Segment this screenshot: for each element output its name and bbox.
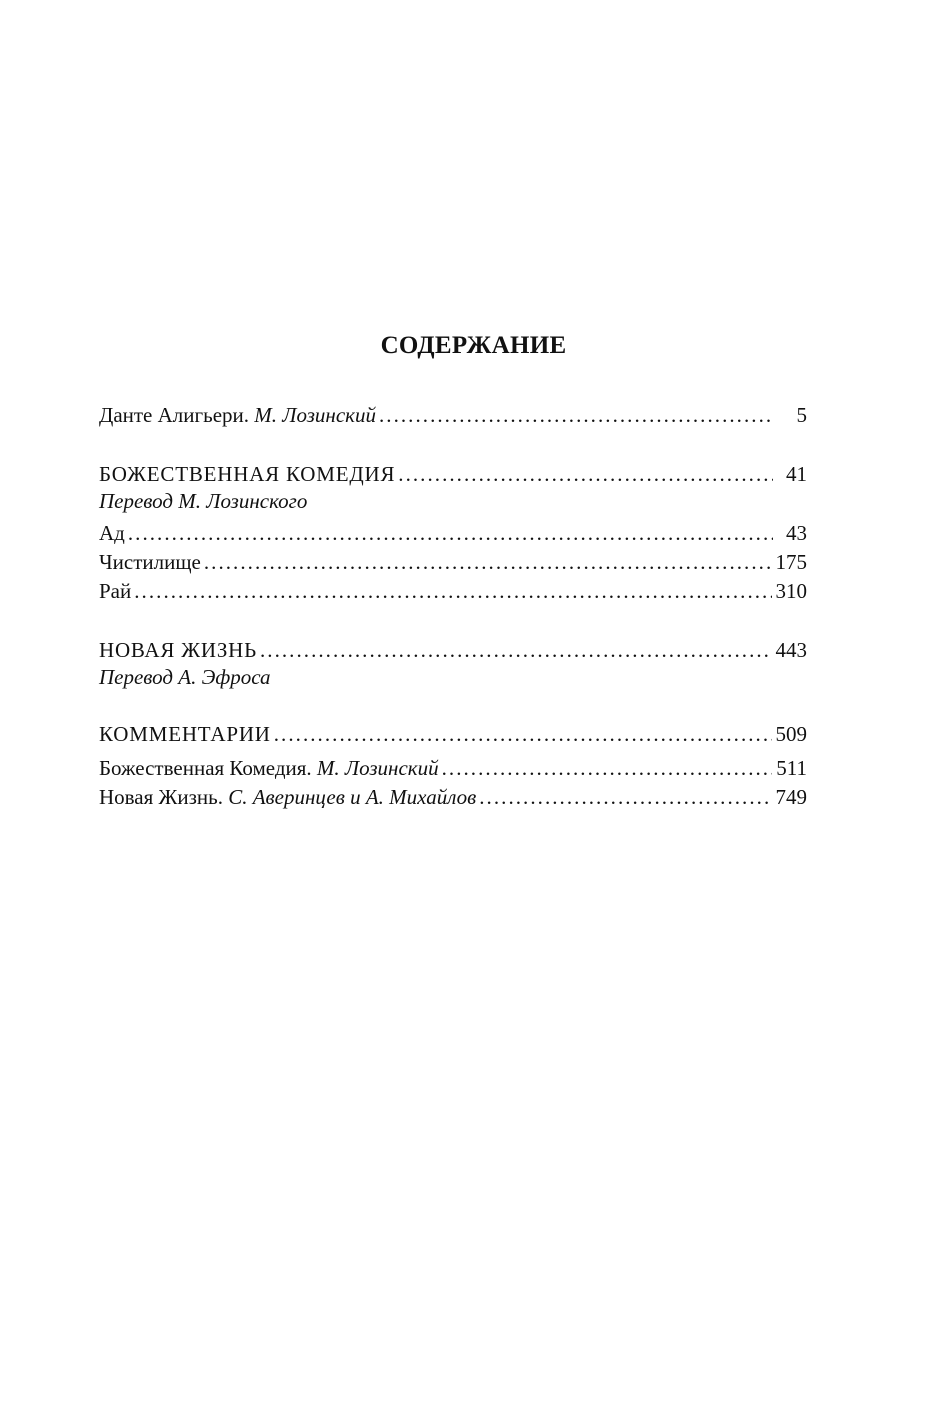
entry-title-text: Данте Алигьери. [99,403,250,427]
page-number: 43 [786,521,807,545]
page-number: 511 [776,756,807,780]
table-of-contents [99,401,807,812]
toc-entry-comedy[interactable] [99,460,807,489]
toc-entry-title [99,754,439,783]
entry-author: М. Лозинский [254,403,376,427]
dot-leader [128,519,773,548]
page-number: 509 [775,722,807,746]
toc-entry-title: Чистилище [99,550,201,574]
dot-leader [379,401,773,430]
page-number: 310 [775,579,807,603]
toc-entry-title [99,401,376,430]
dot-leader [260,636,772,665]
toc-entry-commentary-comedy[interactable] [99,754,807,783]
entry-title-text: Новая Жизнь. [99,785,223,809]
toc-entry-title: КОММЕНТАРИИ [99,722,271,746]
page-number: 175 [775,550,807,574]
dot-leader [204,548,772,577]
dot-leader [442,754,773,783]
toc-entry-inferno[interactable] [99,519,807,548]
dot-leader [134,577,771,606]
toc-entry-intro[interactable] [99,401,807,430]
page-number: 41 [786,462,807,486]
toc-entry-title: НОВАЯ ЖИЗНЬ [99,638,257,662]
dot-leader [479,783,771,812]
section-gap [99,690,807,720]
dot-leader [398,460,773,489]
toc-entry-title [99,783,476,812]
entry-title-text: Божественная Комедия. [99,756,312,780]
toc-entry-title: Ад [99,521,125,545]
translator-note: Перевод А. Эфроса [99,665,271,689]
section-gap [99,430,807,460]
toc-entry-commentary[interactable] [99,720,807,749]
section-gap [99,606,807,636]
toc-entry-title: Рай [99,579,132,603]
entry-author: М. Лозинский [316,756,439,780]
page-number: 5 [796,403,807,427]
entry-author: С. Аверинцев и А. Михайлов [228,785,477,809]
page-title: СОДЕРЖАНИЕ [380,332,567,359]
toc-entry-title: БОЖЕСТВЕННАЯ КОМЕДИЯ [99,462,396,486]
toc-entry-paradiso[interactable] [99,577,807,606]
toc-entry-vita-nuova[interactable] [99,636,807,665]
page-number: 443 [775,638,807,662]
dot-leader [274,720,772,749]
toc-entry-commentary-vita[interactable] [99,783,807,812]
page-number: 749 [775,785,807,809]
toc-entry-purgatorio[interactable] [99,548,807,577]
translator-note: Перевод М. Лозинского [99,489,308,513]
